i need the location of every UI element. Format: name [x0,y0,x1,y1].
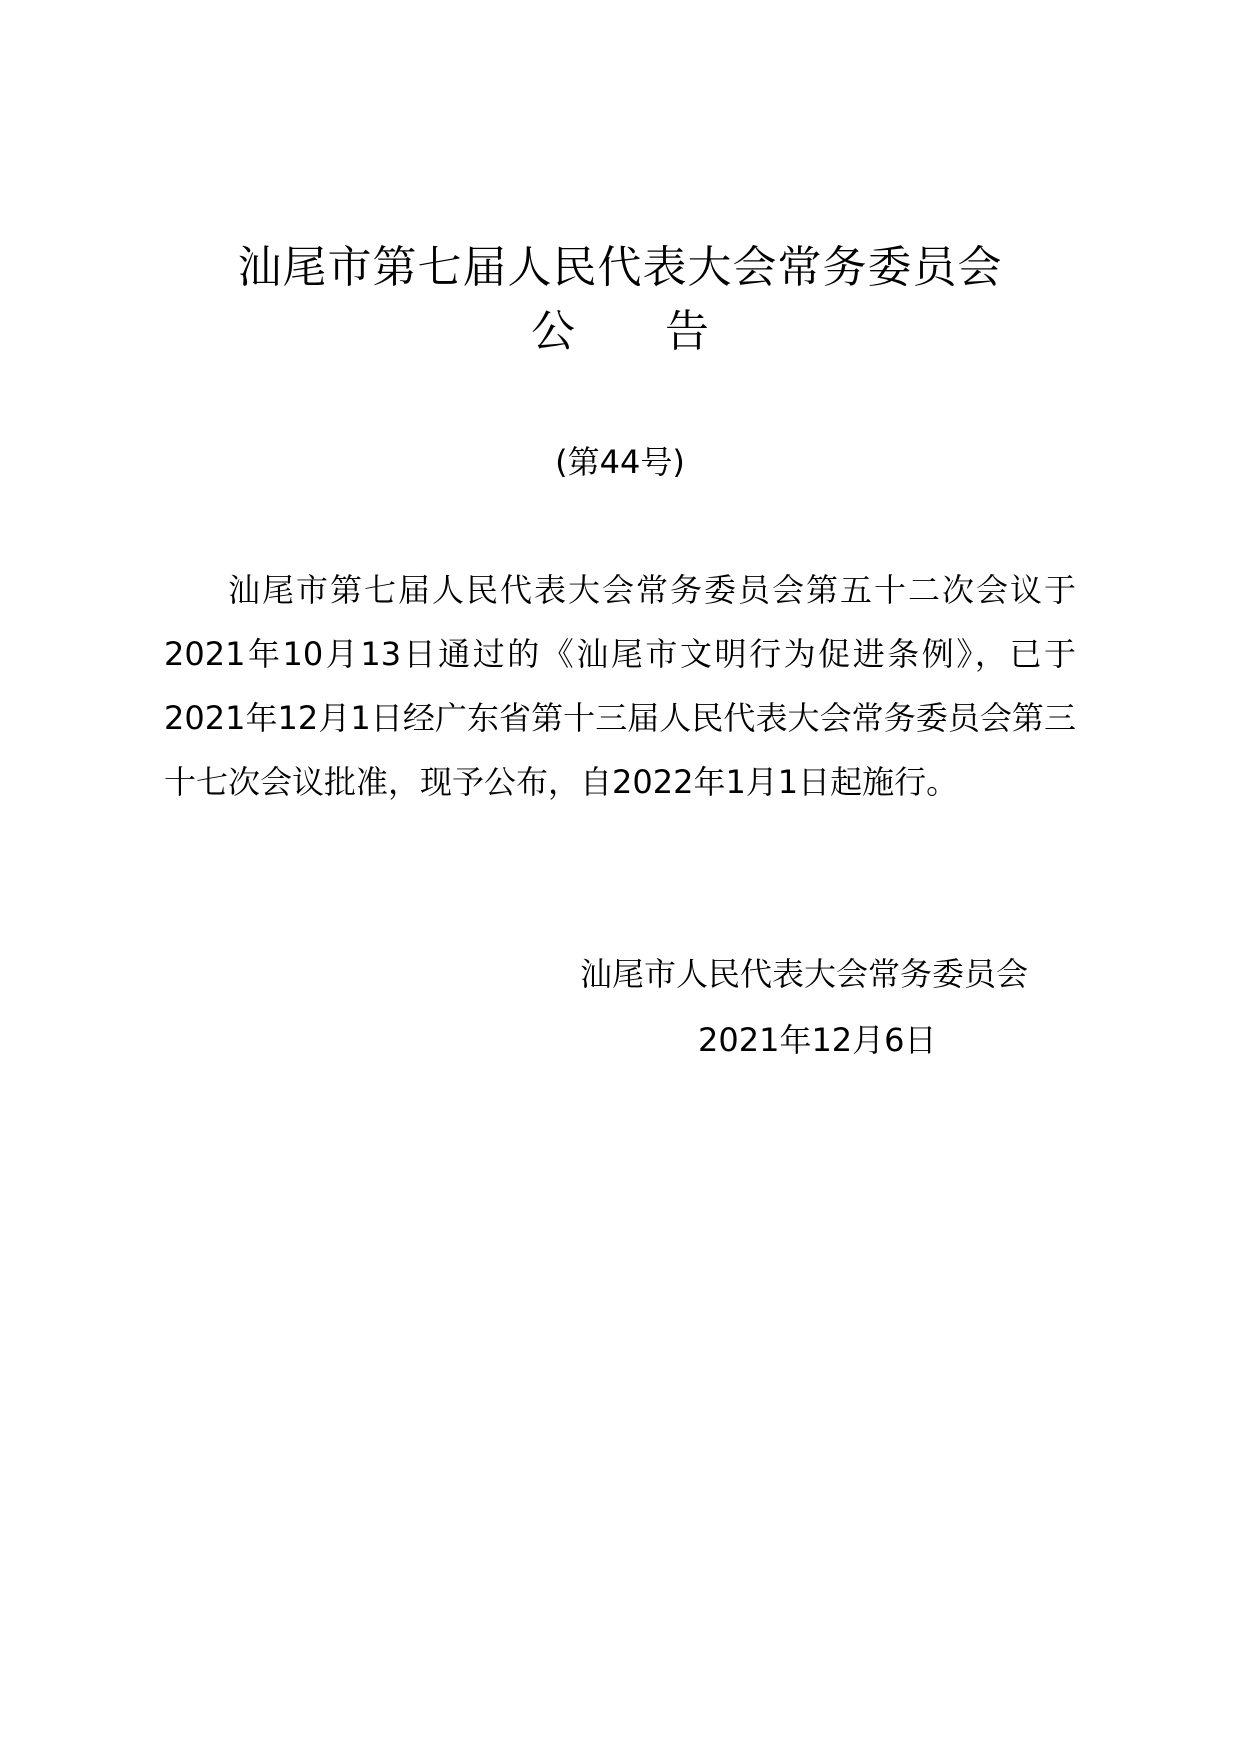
signature-organization: 汕尾市人民代表大会常务委员会 [580,955,1029,993]
announcement-subtitle [0,302,1240,362]
subtitle-char-gao: 告 [665,306,709,357]
signature-date: 2021年12月6日 [698,1021,937,1059]
announcement-title: 汕尾市第七届人民代表大会常务委员会 [237,242,1003,293]
subtitle-char-gong: 公 [531,306,575,357]
body-paragraph: 汕尾市第七届人民代表大会常务委员会第五十二次会议于2021年10月13日通过的《汕尾市文明行为促进条例》，已于2021年12月1日经广东省第十三届人民代表大会常务委员会第三十七次会议批准，现予公布，自2022年1月1日起施行。 [164,571,1076,801]
announcement-number: (第44号) [555,443,685,481]
announcement-body [164,558,1076,814]
